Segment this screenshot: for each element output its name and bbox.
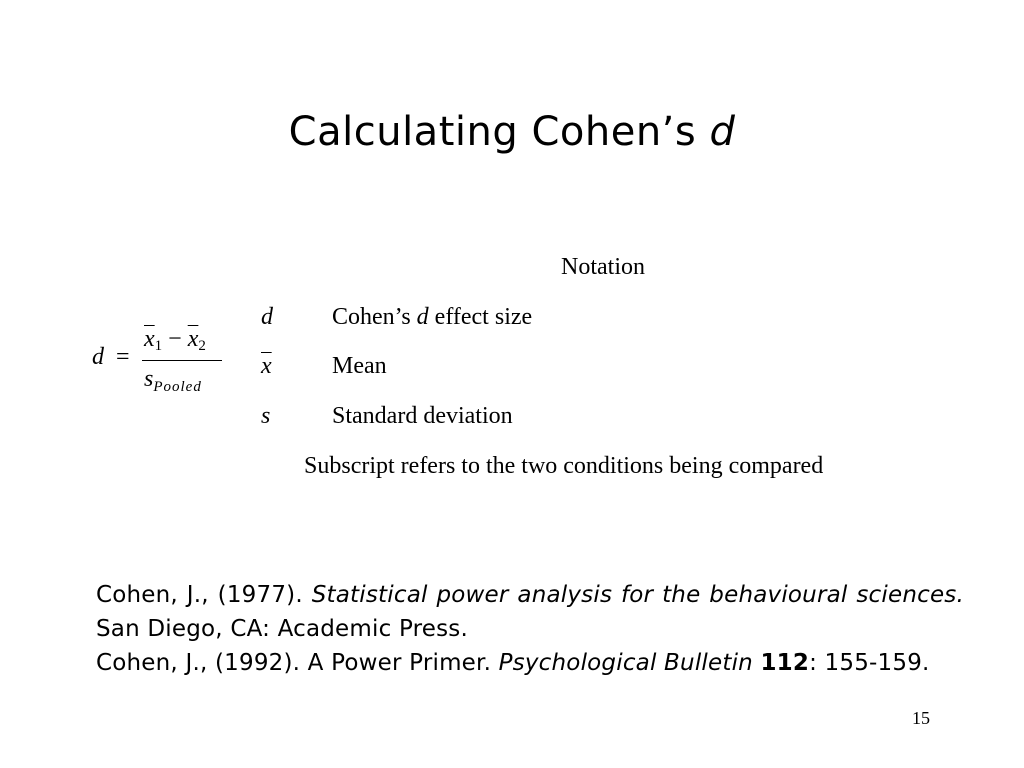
ref2-authors: Cohen, J., (1992). A Power Primer. (96, 650, 492, 676)
ref2-pages: 155-159. (824, 650, 930, 676)
notation-heading: Notation (561, 254, 645, 280)
formula-s: s (144, 366, 154, 392)
cohens-d-formula (92, 326, 232, 406)
formula-lhs: d (92, 344, 104, 370)
title-variable: d (709, 109, 736, 155)
formula-equals: = (116, 344, 130, 370)
notation-definition-d (332, 302, 532, 332)
definition-pre: Cohen’s (332, 304, 411, 330)
ref1-publisher: San Diego, CA: Academic Press. (96, 616, 468, 642)
definition-var: d (416, 304, 429, 330)
ref1-title: Statistical power analysis for the behavioural sciences. (311, 582, 965, 608)
ref2-journal: Psychological Bulletin (498, 650, 753, 676)
subscript-note: Subscript refers to the two conditions being compared (304, 453, 824, 479)
formula-x2: $\overline{x}$ (187, 326, 199, 352)
formula-x1: $\overline{x}$ (144, 326, 155, 352)
references (96, 578, 964, 680)
formula-sub1: 1 (154, 338, 163, 354)
notation-symbol-xbar: $\overline{x}$ (261, 353, 272, 379)
formula-numerator (144, 326, 206, 355)
fraction-line (142, 360, 222, 361)
formula-denominator (144, 366, 202, 396)
formula-minus: − (168, 326, 182, 352)
reference-1992 (96, 646, 964, 680)
reference-1977 (96, 578, 964, 646)
slide-title (0, 104, 1024, 160)
notation-symbol-s: s (261, 403, 271, 429)
ref2-volume: 112 (760, 650, 810, 676)
formula-sub-pooled: Pooled (153, 379, 202, 395)
definition-post: effect size (434, 304, 533, 330)
notation-definition-sd: Standard deviation (332, 403, 513, 429)
notation-definition-mean: Mean (332, 353, 387, 379)
notation-symbol-d: d (261, 304, 273, 330)
title-text: Calculating Cohen’s (288, 109, 697, 155)
ref2-colon: : (809, 650, 818, 676)
formula-sub2: 2 (198, 338, 206, 354)
ref1-authors: Cohen, J., (1977). (96, 582, 303, 608)
page-number: 15 (912, 708, 930, 728)
